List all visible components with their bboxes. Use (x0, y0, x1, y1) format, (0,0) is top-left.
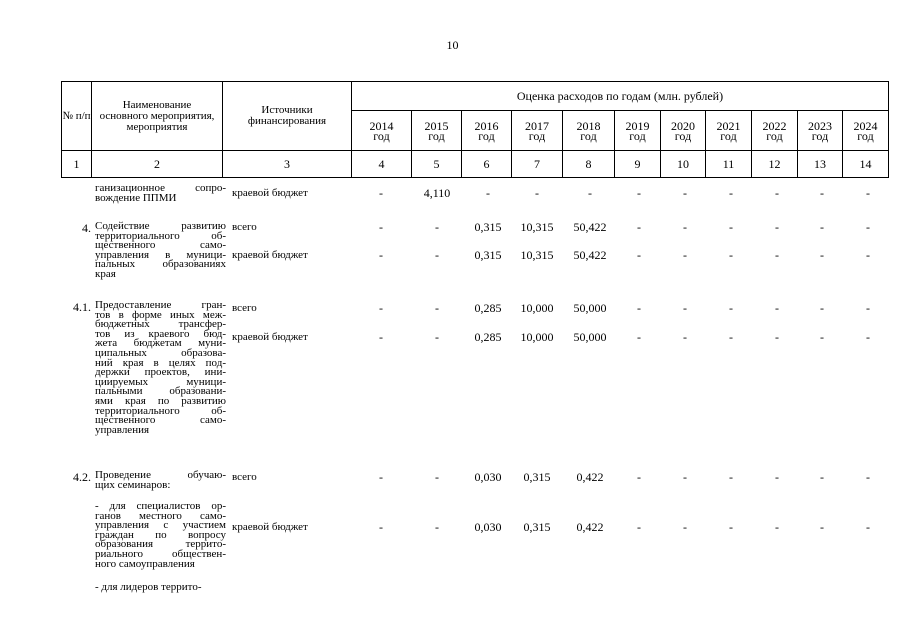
row-name-line: ного самоуправления (95, 557, 195, 570)
row-name-line: щих семинаров: (95, 478, 171, 491)
row-name-line: территориального об- (95, 404, 226, 417)
value-cell: - (637, 470, 641, 484)
header-year-2017 (512, 111, 563, 151)
value-cell: - (729, 301, 733, 315)
value-cell: - (683, 520, 687, 534)
value-cell: - (435, 470, 439, 484)
value-cell: - (535, 186, 539, 200)
row-name-line: щественного само- (95, 414, 226, 427)
value-cell: - (866, 301, 870, 315)
value-cell: - (683, 220, 687, 234)
value-cell: 0,315 (523, 520, 551, 534)
row-name-line: тов в форме иных меж- (95, 308, 226, 321)
header-col-number: 7 (512, 151, 563, 178)
row-name (95, 222, 226, 280)
row-name-line: риального обществен- (95, 547, 226, 560)
value-cell: - (866, 186, 870, 200)
value-cell: 0,030 (474, 520, 502, 534)
value-cell: - (637, 330, 641, 344)
value-cell: - (683, 301, 687, 315)
header-col-number: 6 (462, 151, 512, 178)
value-cell: 10,000 (520, 330, 554, 344)
value-cell: 0,315 (474, 248, 502, 262)
value-cell: - (637, 186, 641, 200)
value-cell: - (683, 330, 687, 344)
row-name-line: ганизационное сопро- (95, 182, 226, 194)
value-cell: - (820, 301, 824, 315)
value-cell: - (866, 470, 870, 484)
source-label: краевой бюджет (232, 249, 308, 261)
value-cell: - (820, 248, 824, 262)
header-year-value: 2020 (671, 118, 695, 133)
header-year-2015 (412, 111, 462, 151)
value-cell: - (820, 186, 824, 200)
value-cell: - (683, 248, 687, 262)
row-name-line: жета бюджетам муни- (95, 337, 226, 350)
row-name-line: пальных образованиях (95, 258, 226, 271)
header-col-number: 8 (563, 151, 615, 178)
value-cell: 0,285 (474, 330, 502, 344)
value-cell: - (775, 520, 779, 534)
value-cell: - (486, 186, 490, 200)
row-name (95, 471, 226, 490)
row-name (95, 502, 226, 569)
source-label: всего (232, 471, 257, 483)
value-cell: - (435, 248, 439, 262)
row-name-line: Содействие развитию (95, 220, 226, 232)
header-col-number: 10 (661, 151, 706, 178)
row-name-line: ганов местного само- (95, 509, 226, 522)
header-year-unit: год (580, 128, 597, 143)
page-number: 10 (446, 38, 459, 52)
header-year-unit: год (857, 128, 874, 143)
value-cell: - (379, 470, 383, 484)
header-col-number: 9 (615, 151, 661, 178)
header-year-2022 (752, 111, 798, 151)
header-col-number: 5 (412, 151, 462, 178)
header-col-source: Источники финансирования (223, 82, 352, 151)
value-cell: - (866, 520, 870, 534)
header-year-value: 2018 (576, 118, 601, 133)
row-name (95, 184, 226, 203)
header-year-unit: год (478, 128, 495, 143)
value-cell: - (379, 186, 383, 200)
value-cell: - (820, 470, 824, 484)
header-year-value: 2019 (625, 118, 650, 133)
row-name-line: - для специалистов ор- (95, 500, 226, 512)
value-cell: - (729, 248, 733, 262)
header-year-unit: год (428, 128, 445, 143)
header-year-2020 (661, 111, 706, 151)
row-name-line: ний края в целях под- (95, 356, 226, 369)
value-cell: - (775, 248, 779, 262)
header-year-2019 (615, 111, 661, 151)
header-year-value: 2021 (716, 118, 741, 133)
header-year-unit: год (528, 128, 546, 143)
value-cell: - (637, 520, 641, 534)
value-cell: 0,285 (474, 301, 502, 315)
header-year-2018 (563, 111, 615, 151)
header-year-2024 (843, 111, 889, 151)
value-cell: - (683, 470, 687, 484)
value-cell: - (820, 520, 824, 534)
header-year-unit: год (373, 128, 390, 143)
header-year-value: 2023 (808, 118, 832, 133)
value-cell: - (820, 330, 824, 344)
value-cell: 0,315 (474, 220, 502, 234)
row-name-line: управления с участием (95, 519, 226, 532)
header-year-unit: год (766, 128, 783, 143)
value-cell: - (820, 220, 824, 234)
header-year-2014 (352, 111, 412, 151)
value-cell: - (637, 248, 641, 262)
header-col-number: 3 (223, 151, 352, 178)
value-cell: - (729, 470, 733, 484)
header-group-title: Оценка расходов по годам (млн. рублей) (352, 82, 889, 111)
row-name-line: Проведение обучаю- (95, 469, 226, 481)
value-cell: - (866, 330, 870, 344)
row-name-line: управления в муници- (95, 248, 226, 261)
value-cell: - (435, 520, 439, 534)
value-cell: 50,422 (573, 220, 607, 234)
value-cell: 0,315 (523, 470, 551, 484)
value-cell: - (435, 301, 439, 315)
header-col-number: 1 (62, 151, 92, 178)
row-name-line: щественного само- (95, 239, 226, 252)
row-name-line: территориального об- (95, 229, 226, 242)
value-cell: - (379, 330, 383, 344)
row-name (95, 583, 226, 593)
value-cell: 0,422 (576, 520, 604, 534)
header-year-value: 2022 (762, 118, 787, 133)
value-cell: - (775, 220, 779, 234)
header-year-unit: год (629, 128, 646, 143)
value-cell: 50,000 (573, 301, 607, 315)
row-name-line: циируемых муници- (95, 375, 226, 388)
value-cell: - (379, 520, 383, 534)
header-col-number: 4 (352, 151, 412, 178)
row-name-line: ципальных образова- (95, 346, 226, 359)
row-name-line: ями края по развитию (95, 394, 226, 407)
row-number: 4. (82, 221, 91, 235)
source-label: краевой бюджет (232, 521, 308, 533)
value-cell: - (435, 220, 439, 234)
source-label: краевой бюджет (232, 331, 308, 343)
value-cell: - (379, 248, 383, 262)
value-cell: - (866, 248, 870, 262)
header-col-number: 14 (843, 151, 889, 178)
value-cell: 0,422 (576, 470, 604, 484)
row-name-line: - для лидеров террито- (95, 581, 202, 593)
row-name-line: граждан по вопросу (95, 528, 226, 541)
value-cell: - (379, 220, 383, 234)
value-cell: - (637, 220, 641, 234)
value-cell: 50,000 (573, 330, 607, 344)
header-year-unit: год (720, 128, 737, 143)
header-year-value: 2015 (424, 118, 449, 133)
row-name-line: держки проектов, ини- (95, 366, 226, 379)
value-cell: - (775, 330, 779, 344)
value-cell: - (637, 301, 641, 315)
header-year-value: 2016 (474, 118, 499, 133)
header-year-2021 (706, 111, 752, 151)
value-cell: 10,000 (520, 301, 554, 315)
header-year-value: 2014 (369, 118, 394, 133)
value-cell: - (435, 330, 439, 344)
header-year-value: 2017 (525, 118, 549, 133)
row-number: 4.1. (73, 300, 91, 314)
value-cell: - (729, 520, 733, 534)
row-name-line: вождение ППМИ (95, 191, 177, 204)
header-col-name: Наименование основного мероприятия, мероприятия (92, 82, 223, 151)
value-cell: 4,110 (423, 186, 451, 200)
header-col-number: 11 (706, 151, 752, 178)
source-label: всего (232, 221, 257, 233)
header-col-number: 2 (92, 151, 223, 178)
value-cell: 0,030 (474, 470, 502, 484)
value-cell: 50,422 (573, 248, 607, 262)
value-cell: - (775, 186, 779, 200)
value-cell: - (729, 330, 733, 344)
header-col-number: 13 (798, 151, 843, 178)
header-year-unit: год (674, 128, 692, 143)
header-year-2023 (798, 111, 843, 151)
value-cell: - (775, 301, 779, 315)
row-number: 4.2. (73, 470, 91, 484)
row-name-line: пальными образовани- (95, 385, 226, 398)
source-label: всего (232, 302, 257, 314)
header-col-number: 12 (752, 151, 798, 178)
row-name-line: тов из краевого бюд- (95, 327, 226, 340)
value-cell: - (729, 186, 733, 200)
value-cell: - (588, 186, 592, 200)
value-cell: 10,315 (520, 220, 554, 234)
header-year-unit: год (811, 128, 829, 143)
header-year-value: 2024 (853, 118, 878, 133)
row-name (95, 301, 226, 435)
value-cell: - (683, 186, 687, 200)
value-cell: 10,315 (520, 248, 554, 262)
row-name-line: Предоставление гран- (95, 299, 226, 311)
value-cell: - (775, 470, 779, 484)
table-header (61, 81, 889, 178)
row-name-line: образования террито- (95, 538, 226, 551)
header-year-2016 (462, 111, 512, 151)
row-name-line: края (95, 267, 116, 280)
value-cell: - (866, 220, 870, 234)
row-name-line: управления (95, 423, 150, 436)
value-cell: - (729, 220, 733, 234)
header-col-num: № п/п (62, 82, 92, 151)
source-label: краевой бюджет (232, 187, 308, 199)
value-cell: - (379, 301, 383, 315)
row-name-line: бюджетных трансфер- (95, 318, 226, 331)
